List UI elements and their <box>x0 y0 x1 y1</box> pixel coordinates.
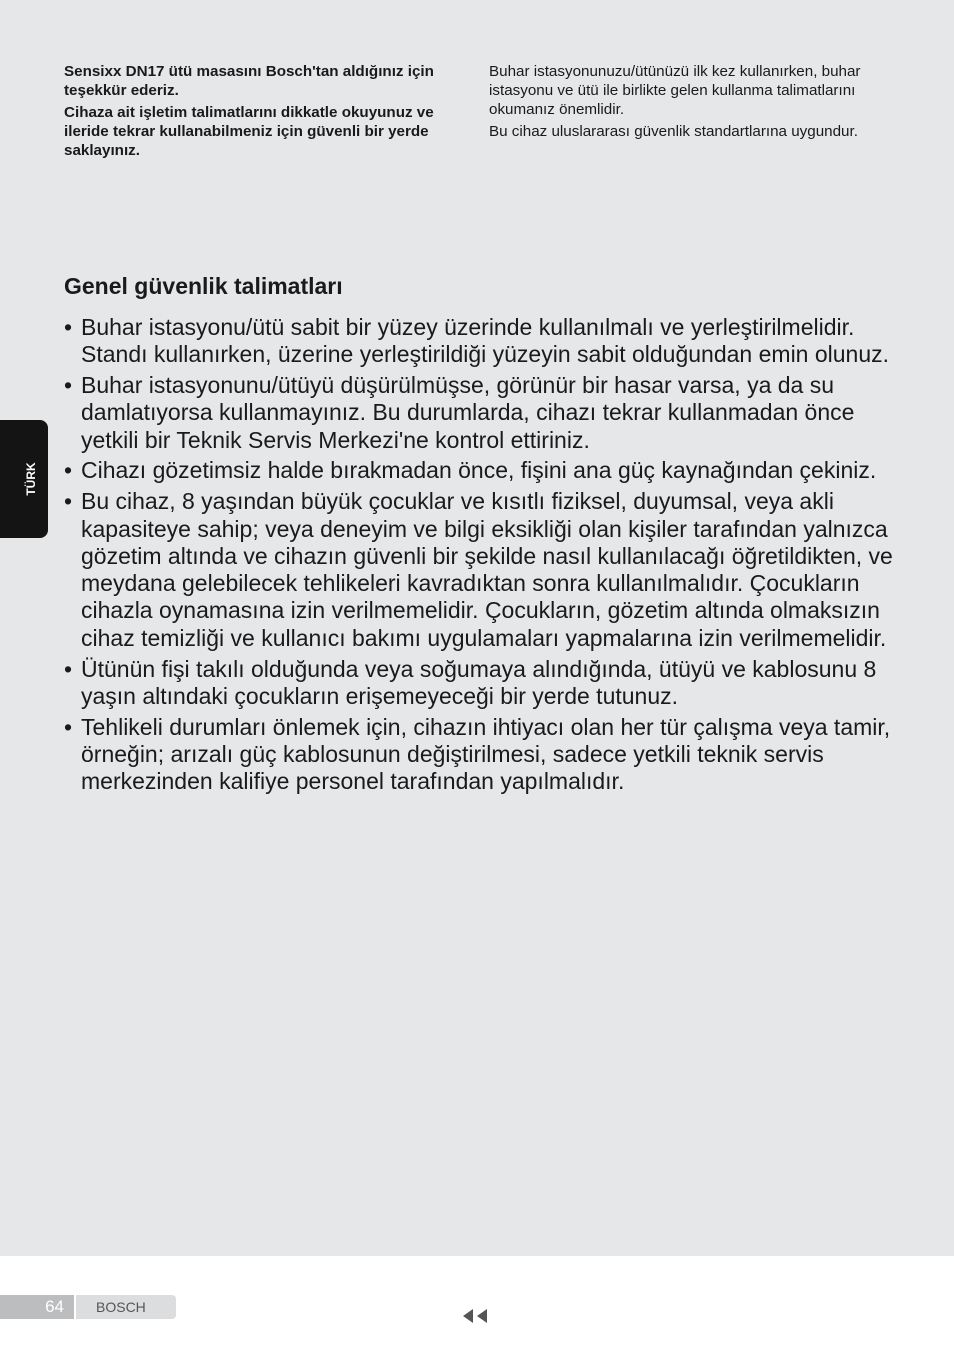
bullet: • <box>64 372 73 399</box>
list-item <box>64 457 894 484</box>
footer <box>0 1295 176 1319</box>
intro-first-use: Buhar istasyonunuzu/ütünüzü ilk kez kullanırken, buhar istasyonu ve ütü ile birlikte gelen kullanma talimatlarını okumanız önemlidir. <box>489 63 861 118</box>
list-item-text: Ütünün fişi takılı olduğunda veya soğumaya alındığında, ütüyü ve kablosunu 8 yaşın altındaki çocukların erişemeyeceği bir yerde tutunuz. <box>81 655 877 709</box>
list-item-text: Cihazı gözetimsiz halde bırakmadan önce, fişini ana güç kaynağından çekiniz. <box>81 457 877 484</box>
list-item-text: Buhar istasyonunu/ütüyü düşürülmüşse, görünür bir hasar varsa, ya da su damlatıyorsa kullanmayınız. Bu durumlarda, cihazı tekrar kullanmadan önce yetkili bir Teknik Servis Merkezi'ne kontrol ettiriniz. <box>81 372 855 453</box>
language-tab <box>0 420 48 538</box>
bullet: • <box>64 314 73 340</box>
language-tab-label: TÜRK <box>24 462 38 496</box>
intro-standards: Bu cihaz uluslararası güvenlik standartlarına uygundur. <box>489 123 858 140</box>
page-number: 64 <box>0 1295 74 1319</box>
list-item-text: Tehlikeli durumları önlemek için, cihazın ihtiyacı olan her tür çalışma veya tamir, örneğin; arızalı güç kablosunun değiştirilmesi, sadece yetkili teknik servis merkezinden kalifiye personel tarafından yapılmalıdır. <box>81 713 891 795</box>
list-item <box>64 372 894 454</box>
bullet: • <box>64 655 73 682</box>
brand-name: BOSCH <box>76 1295 176 1319</box>
intro-thanks: Sensixx DN17 ütü masasını Bosch'tan aldığınız için teşekkür ederiz. <box>64 63 434 99</box>
intro-read-instructions: Cihaza ait işletim talimatlarını dikkatle okuyunuz ve ileride tekrar kullanabilmeniz için güvenli bir yerde saklayınız. <box>64 104 434 159</box>
safety-list <box>64 314 894 799</box>
list-item <box>64 314 894 369</box>
list-item <box>64 488 894 652</box>
bullet: • <box>64 488 73 515</box>
intro-left-column <box>64 62 464 163</box>
bullet: • <box>64 457 73 484</box>
section-title: Genel güvenlik talimatları <box>64 273 343 299</box>
list-item-text: Buhar istasyonu/ütü sabit bir yüzey üzerinde kullanılmalı ve yerleştirilmelidir. Standı kullanırken, üzerine yerleştirildiği yüzeyin sabit olduğundan emin olunuz. <box>81 314 890 368</box>
bullet: • <box>64 713 73 740</box>
list-item <box>64 714 894 796</box>
intro-right-column <box>489 62 909 144</box>
double-left-arrow-icon[interactable] <box>462 1308 490 1329</box>
list-item-text: Bu cihaz, 8 yaşından büyük çocuklar ve kısıtlı fiziksel, duyumsal, veya akli kapasiteye sahip; veya deneyim ve bilgi eksikliği olan kişiler tarafından yalnızca gözetim altında ve cihazın güvenli bir şekilde nasıl kullanılacağı öğretildikten, ve meydana gelebilecek tehlikeleri kavradıktan sonra kullanılmalıdır. Çocukların cihazla oynamasına izin verilmemelidir. Çocukların, gözetim altında olmaksızın cihaz temizliği ve kullanıcı bakımı uygulamaları yapmalarına izin verilmemelidir. <box>81 488 893 651</box>
list-item <box>64 656 894 711</box>
